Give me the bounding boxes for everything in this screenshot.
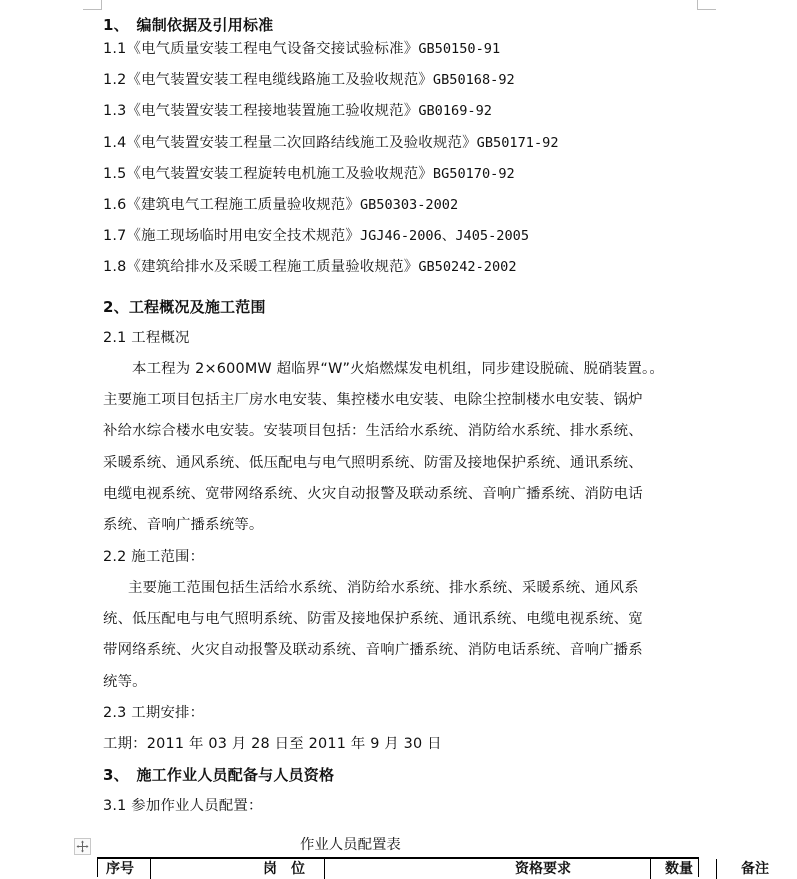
table-header-cell: 备注 [741,861,769,877]
reference-standard-item [103,134,559,152]
staffing-table [97,857,769,877]
standard-title: 1.1《电气质量安装工程电气设备交接试验标准》 [103,41,419,57]
scope-paragraph-line: 带网络系统、火灾自动报警及联动系统、音响广播系统、消防电话系统、音响广播系 [103,642,643,659]
section-3-1-heading: 3.1 参加作业人员配置： [103,798,263,814]
section-2-heading: 2、工程概况及施工范围 [103,298,266,316]
reference-standard-item [103,196,458,214]
scope-paragraph-line: 统、低压配电与电气照明系统、防雷及接地保护系统、通讯系统、电缆电视系统、宽 [103,611,643,628]
reference-standard-item [103,40,500,58]
table-header-cell: 岗 位 [151,859,325,879]
overview-paragraph-line: 补给水综合楼水电安装。安装项目包括：生活给水系统、消防给水系统、排水系统、 [103,423,643,440]
reference-standard-item [103,227,529,245]
reference-standard-item [103,71,515,89]
standard-code: GB50150-91 [418,41,501,57]
overview-paragraph-line: 主要施工项目包括主厂房水电安装、集控楼水电安装、电除尘控制楼水电安装、锅炉 [103,392,643,409]
standard-title: 1.6《建筑电气工程施工质量验收规范》 [103,197,360,213]
schedule-line: 工期：2011 年 03 月 28 日至 2011 年 9 月 30 日 [103,736,442,752]
standard-code: GB0169-92 [418,103,492,120]
standard-code: GB50242-2002 [418,259,517,276]
overview-paragraph-line: 系统、音响广播系统等。 [103,517,264,533]
page-corner-mark-left [83,0,102,10]
overview-paragraph-line: 采暖系统、通风系统、低压配电与电气照明系统、防雷及接地保护系统、通讯系统、 [103,454,643,471]
section-1-heading: 1、 编制依据及引用标准 [103,16,274,34]
standard-title: 1.4《电气装置安装工程量二次回路结线施工及验收规范》 [103,134,477,151]
standard-code: GB50168-92 [432,72,515,89]
page-corner-mark-right [697,0,716,10]
standard-title: 1.7《施工现场临时用电安全技术规范》 [103,228,360,245]
standard-title: 1.8《建筑给排水及采暖工程施工质量验收规范》 [103,259,419,276]
section-3-heading: 3、 施工作业人员配备与人员资格 [103,766,335,784]
standard-title: 1.3《电气装置安装工程接地装置施工验收规范》 [103,103,419,120]
scope-paragraph-line: 主要施工范围包括生活给水系统、消防给水系统、排水系统、采暖系统、通风系 [128,580,639,596]
table-header-cell: 资格要求 [325,859,651,879]
reference-standard-item [103,258,517,276]
standard-title: 1.2《电气装置安装工程电缆线路施工及验收规范》 [103,72,433,89]
overview-paragraph-line: 电缆电视系统、宽带网络系统、火灾自动报警及联动系统、音响广播系统、消防电话 [103,485,643,502]
reference-standard-item [103,165,515,183]
section-2-2-heading: 2.2 施工范围： [103,549,205,565]
scope-paragraph-line: 统等。 [103,673,147,690]
standard-title: 1.5《电气装置安装工程旋转电机施工及验收规范》 [103,165,433,182]
move-arrows-icon[interactable] [74,838,91,855]
table-header-cell: 数量 [651,859,717,879]
standard-code: JGJ46-2006、J405-2005 [359,228,530,245]
standard-code: GB50303-2002 [359,197,459,213]
standard-code: BG50170-92 [432,165,515,182]
table-caption: 作业人员配置表 [300,837,401,853]
standard-code: GB50171-92 [476,134,559,151]
table-header-cell: 序号 [98,859,151,879]
section-2-3-heading: 2.3 工期安排： [103,705,205,721]
reference-standard-item [103,102,492,120]
section-2-1-heading: 2.1 工程概况 [103,330,190,346]
overview-paragraph-line: 本工程为 2×600MW 超临界“W”火焰燃煤发电机组，同步建设脱硫、脱硝装置。。 [132,361,664,377]
